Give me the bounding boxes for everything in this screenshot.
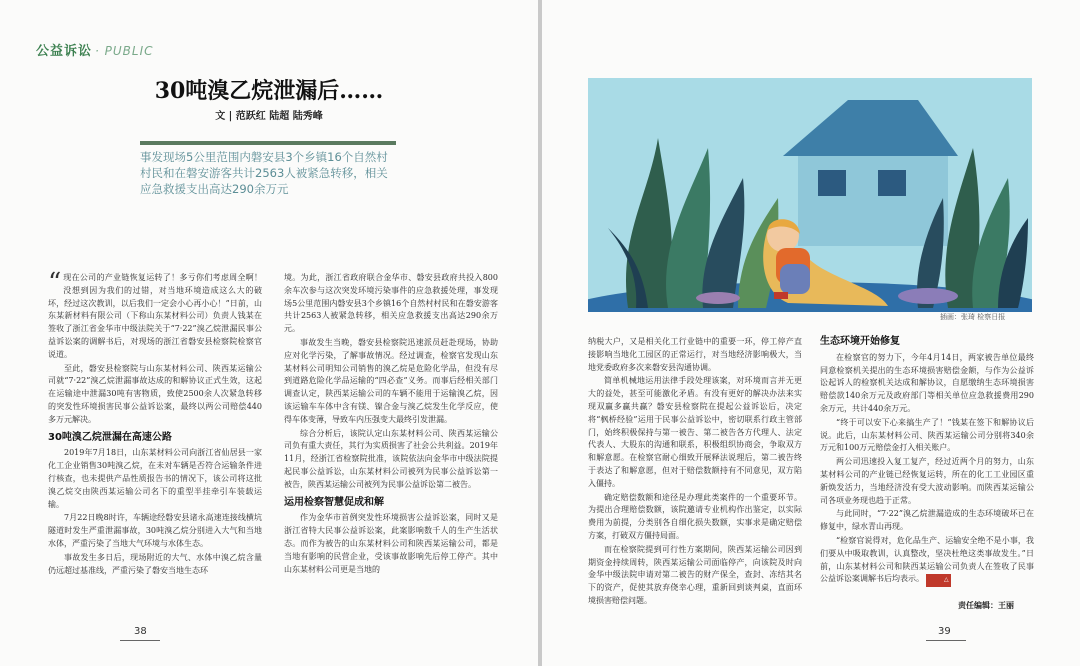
page-number: 38 xyxy=(134,626,147,637)
paragraph: 综合分析后，该院认定山东某材料公司、陕西某运输公司负有重大责任，其行为实质损害了社会公共利益。2019年11月，经浙江省检察院批准，该院依法向金华市中级法院提起民事公益诉讼，山东某材料公司被列为民事公益诉讼第一被告，陕西某运输公司被列为民事公益诉讼第二被告。 xyxy=(284,428,498,489)
right-column-2 xyxy=(820,336,1034,588)
page-number: 39 xyxy=(938,626,951,637)
paragraph-text: “检察官说得对，危化品生产、运输安全绝不是小事，我们要从中吸取教训，认真整改，坚决杜绝这类事故发生。”日前，山东某材料公司和陕西某运输公司负责人在签收了民事公益诉讼案调解书后均表示。 xyxy=(820,535,1034,584)
right-page xyxy=(542,0,1080,666)
illustration-credit: 插画：张琦 检察日报 xyxy=(940,313,1006,321)
paragraph: 与此同时，“7·22”溴乙烷泄漏造成的生态环境破坏已在修复中，绿水青山再现。 xyxy=(820,509,1034,532)
responsible-editor: 责任编辑：王丽 xyxy=(958,601,1014,610)
section-label-en: · PUBLIC xyxy=(95,44,154,58)
left-column-1 xyxy=(48,268,262,578)
article-authors: 文 | 范跃红 陆超 陆秀峰 xyxy=(215,111,323,122)
paragraph: 事故发生当晚，磐安县检察院迅速派员赶赴现场，协助应对化学污染，了解事故情况。经过调查，检察官发现山东某材料公司明知公司销售的溴乙烷是危险化学品，但没有尽到道路危险化学品运输的“四必查”义务。而事后经相关部门调查认定，陕西某运输公司的车辆不能用于运输溴乙烷，因该运输车车体中含有镁、镍合金与溴乙烷发生化学反应，使得车体变薄，导致车内压强变大最终引发泄漏。 xyxy=(284,337,498,424)
left-page xyxy=(0,0,538,666)
paragraph: 而在检察院提到可行性方案期间，陕西某运输公司因到期资金持续周转，陕西某运输公司面临停产，向该院及时向金华中级法院申请对第二被告的财产保全，查封、冻结其名下的资产，促使其放弃侥幸心理，重新回到谈判桌，直面环境损害赔偿问题。 xyxy=(588,544,802,605)
paragraph: 纳税大户，又是相关化工行业链中的重要一环，停工停产直接影响当地化工园区的正常运行，对当地经济影响极大，当地党委政府多次来磐安县沟通协调。 xyxy=(588,337,802,372)
paragraph: 2019年7月18日，山东某材料公司向浙江省仙居县一家化工企业销售30吨溴乙烷，在未对车辆是否符合运输条件进行核查，也未提供产品性质报告书的情况下，该公司将这批溴乙烷交由陕西某运输公司名下的重型半挂牵引车装载运输。 xyxy=(48,448,262,509)
page-number-rule xyxy=(926,640,966,641)
article-deck: 事发现场5公里范围内磐安县3个乡镇16个自然村村民和在磐安游客共计2563人被紧急转移，相关应急救援支出高达290余万元 xyxy=(140,150,388,196)
subheading: 30吨溴乙烷泄漏在高速公路 xyxy=(48,431,172,443)
paragraph: 现在公司的产业链恢复运转了！多亏你们考虑周全啊！没想到因为我们的过错，对当地环境造成这么大的破坏，经过这次教训，以后我们一定会小心再小心！”日前，山东某新材料有限公司（下称山东某材料公司）负责人钱某在签收了浙江省金华市中级法院关于“7·22”溴乙烷泄漏民事公益诉讼案的调解书后，对现场的浙江省磐安县检察院检察官说道。 xyxy=(48,273,262,359)
paragraph xyxy=(820,535,1034,587)
section-label-zh: 公益诉讼 xyxy=(36,44,93,59)
paragraph: 至此，磐安县检察院与山东某材料公司、陕西某运输公司就“7·22”溴乙烷泄漏事故达成的和解协议正式生效，这起在运输途中泄漏30吨有害物质，致使2500余人次紧急转移的突发性环境损害民事公益诉讼案，最终以两公司赔偿440多万元解决。 xyxy=(48,363,262,424)
paragraph: 两公司迅速投入复工复产，经过近两个月的努力，山东某材料公司的产业链已经恢复运转，所在的化工工业园区重新焕发活力，当地经济没有受大波动影响。而陕西某运输公司各项业务现也趋于正常。 xyxy=(820,457,1034,505)
right-column-1 xyxy=(588,336,802,609)
paragraph: 境。为此，浙江省政府联合金华市、磐安县政府共投入800余车次参与这次突发环境污染事件的应急救援处理，事发现场5公里范围内磐安县3个乡镇16个自然村村民和在磐安游客共计2563人被紧急转移，相关应急救援支出高达290余万元。 xyxy=(284,273,498,334)
left-column-2 xyxy=(284,272,498,577)
paragraph: 简单机械地运用法律手段处理该案，对环境而言并无更大的益处，甚至可能激化矛盾。有没有更好的解决办法来实现双赢多赢共赢？磐安县检察院在提起公益诉讼后，决定将“枫桥经验”运用于民事公益诉讼中，密切联系行政主管部门，始终积极保持与第一被告、第二被告各方代理人、法定代表人、大股东的沟通和联系，积极组织协商会，争取双方和解意愿。在检察官耐心细致开展释法说理后，第二被告终于表达了和解意愿，但对于赔偿数额持有不同意见，双方陷入僵持。 xyxy=(588,376,802,488)
page-number-rule xyxy=(120,640,160,641)
article-title: 30吨溴乙烷泄漏后…… xyxy=(154,78,384,104)
subheading: 运用检察智慧促成和解 xyxy=(284,496,384,508)
subheading: 生态环境开始修复 xyxy=(820,336,900,347)
paragraph: 确定赔偿数额和途径是办理此类案件的一个重要环节。为提出合理赔偿数额，该院邀请专业机构作出鉴定，以实际费用为前提，分类别各自细化损失数额，实事求是确定赔偿方案，打破双方僵持局面。 xyxy=(588,492,802,540)
paragraph: “终于可以安下心来搞生产了！”钱某在签下和解协议后说。此后，山东某材料公司、陕西某运输公司分别将340余万元和100万元赔偿金打入相关账户。 xyxy=(820,417,1034,453)
section-label xyxy=(36,40,154,59)
paragraph: 作为金华市首例突发性环境损害公益诉讼案，同时又是浙江省特大民事公益诉讼案，此案影响数千人的生产生活状态。而作为被告的山东某材料公司和陕西某运输公司，都是当地有影响的民营企业，受该事故影响先后停工停产。其中山东某材料公司更是当地的 xyxy=(284,513,498,574)
deck-rule xyxy=(140,141,396,145)
open-quote-mark: “ xyxy=(48,268,62,298)
illustration-sad-girl-by-house xyxy=(588,78,1032,312)
paragraph: 在检察官的努力下，今年4月14日，两家被告单位最终同意检察机关提出的生态环境损害赔偿金额，与作为公益诉讼起诉人的检察机关达成和解协议，自愿缴纳生态环境损害赔偿款140余万元及政府部门等相关单位应急救援费用290余万元，共计440余万元。 xyxy=(820,352,1034,413)
paragraph: 7月22日晚8时许，车辆途经磐安县诸永高速连接线横坑隧道时发生严重泄漏事故，30吨溴乙烷分别进入大气和当地水体，严重污染了当地大气环境与水体生态。 xyxy=(48,513,262,548)
end-mark: △ xyxy=(926,574,951,587)
paragraph: 事故发生多日后，现场附近的大气、水体中溴乙烷含量仍远超过基准线，严重污染了磐安当地生态环 xyxy=(48,552,262,575)
